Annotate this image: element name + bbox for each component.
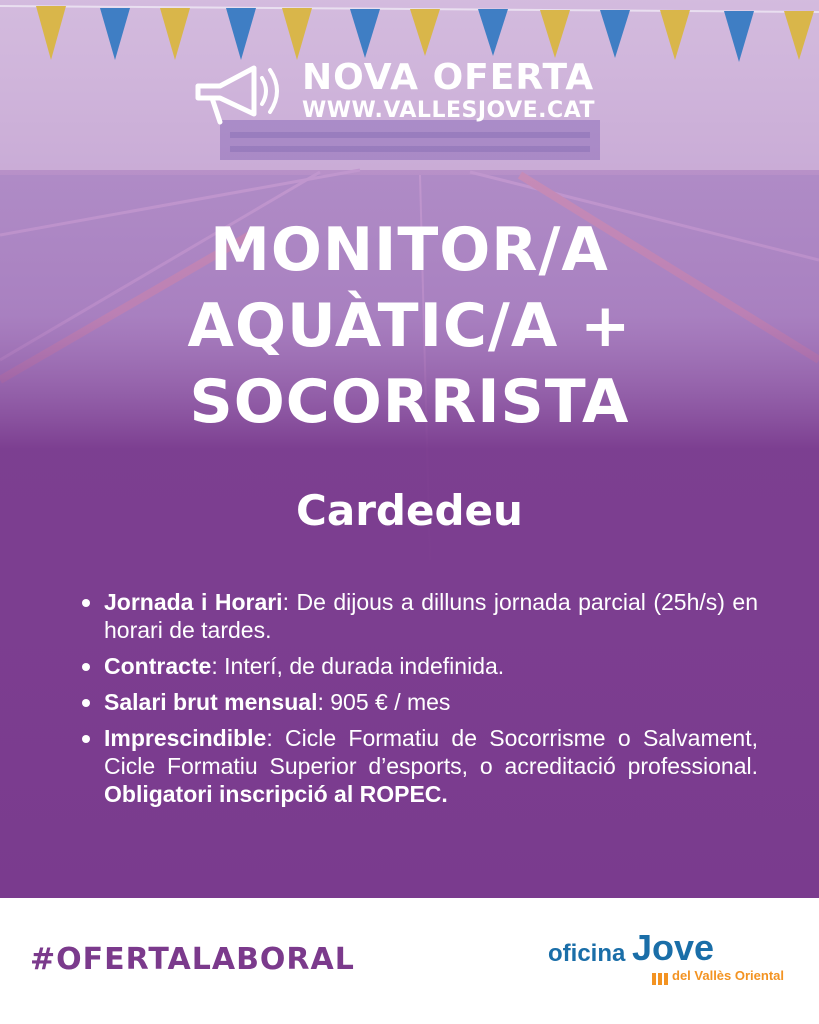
logo-word-oficina: oficina	[548, 940, 626, 967]
job-title-line: AQUÀTIC/A +	[187, 291, 632, 361]
job-details-list	[82, 588, 758, 816]
detail-text: : Cicle Formatiu de Socorrisme o Salvament, Cicle Formatiu Superior d’esports, o acreditació professional.	[104, 725, 758, 779]
job-title	[0, 212, 819, 440]
job-title-line: SOCORRISTA	[189, 367, 630, 437]
detail-text: : 905 € / mes	[317, 689, 451, 715]
offer-headline: NOVA OFERTA	[302, 57, 595, 98]
logo-word-jove: Jove	[632, 927, 715, 968]
website-url[interactable]: WWW.VALLESJOVE.CAT	[302, 98, 596, 123]
detail-item-schedule	[82, 588, 758, 644]
hashtag-label: #OFERTALABORAL	[30, 942, 355, 977]
detail-item-requirements	[82, 724, 758, 808]
detail-emphasis: Obligatori inscripció al ROPEC.	[104, 781, 448, 807]
footer	[0, 898, 819, 1024]
job-title-line: MONITOR/A	[210, 215, 609, 285]
detail-text: : Interí, de durada indefinida.	[211, 653, 505, 679]
offer-header	[190, 58, 630, 128]
job-location: Cardedeu	[296, 486, 523, 535]
logo-bars-icon	[652, 970, 670, 982]
logo-subtitle: del Vallès Oriental	[672, 968, 784, 983]
oficina-jove-logo	[548, 928, 798, 992]
detail-label: Salari brut mensual	[104, 689, 318, 715]
detail-text: : De dijous a dilluns jornada parcial (25h/s) en horari de tardes.	[104, 589, 758, 643]
detail-item-contract	[82, 652, 758, 680]
detail-label: Imprescindible	[104, 725, 267, 751]
detail-label: Jornada i Horari	[104, 589, 283, 615]
detail-label: Contracte	[104, 653, 212, 679]
megaphone-icon	[190, 58, 290, 128]
detail-item-salary	[82, 688, 758, 716]
